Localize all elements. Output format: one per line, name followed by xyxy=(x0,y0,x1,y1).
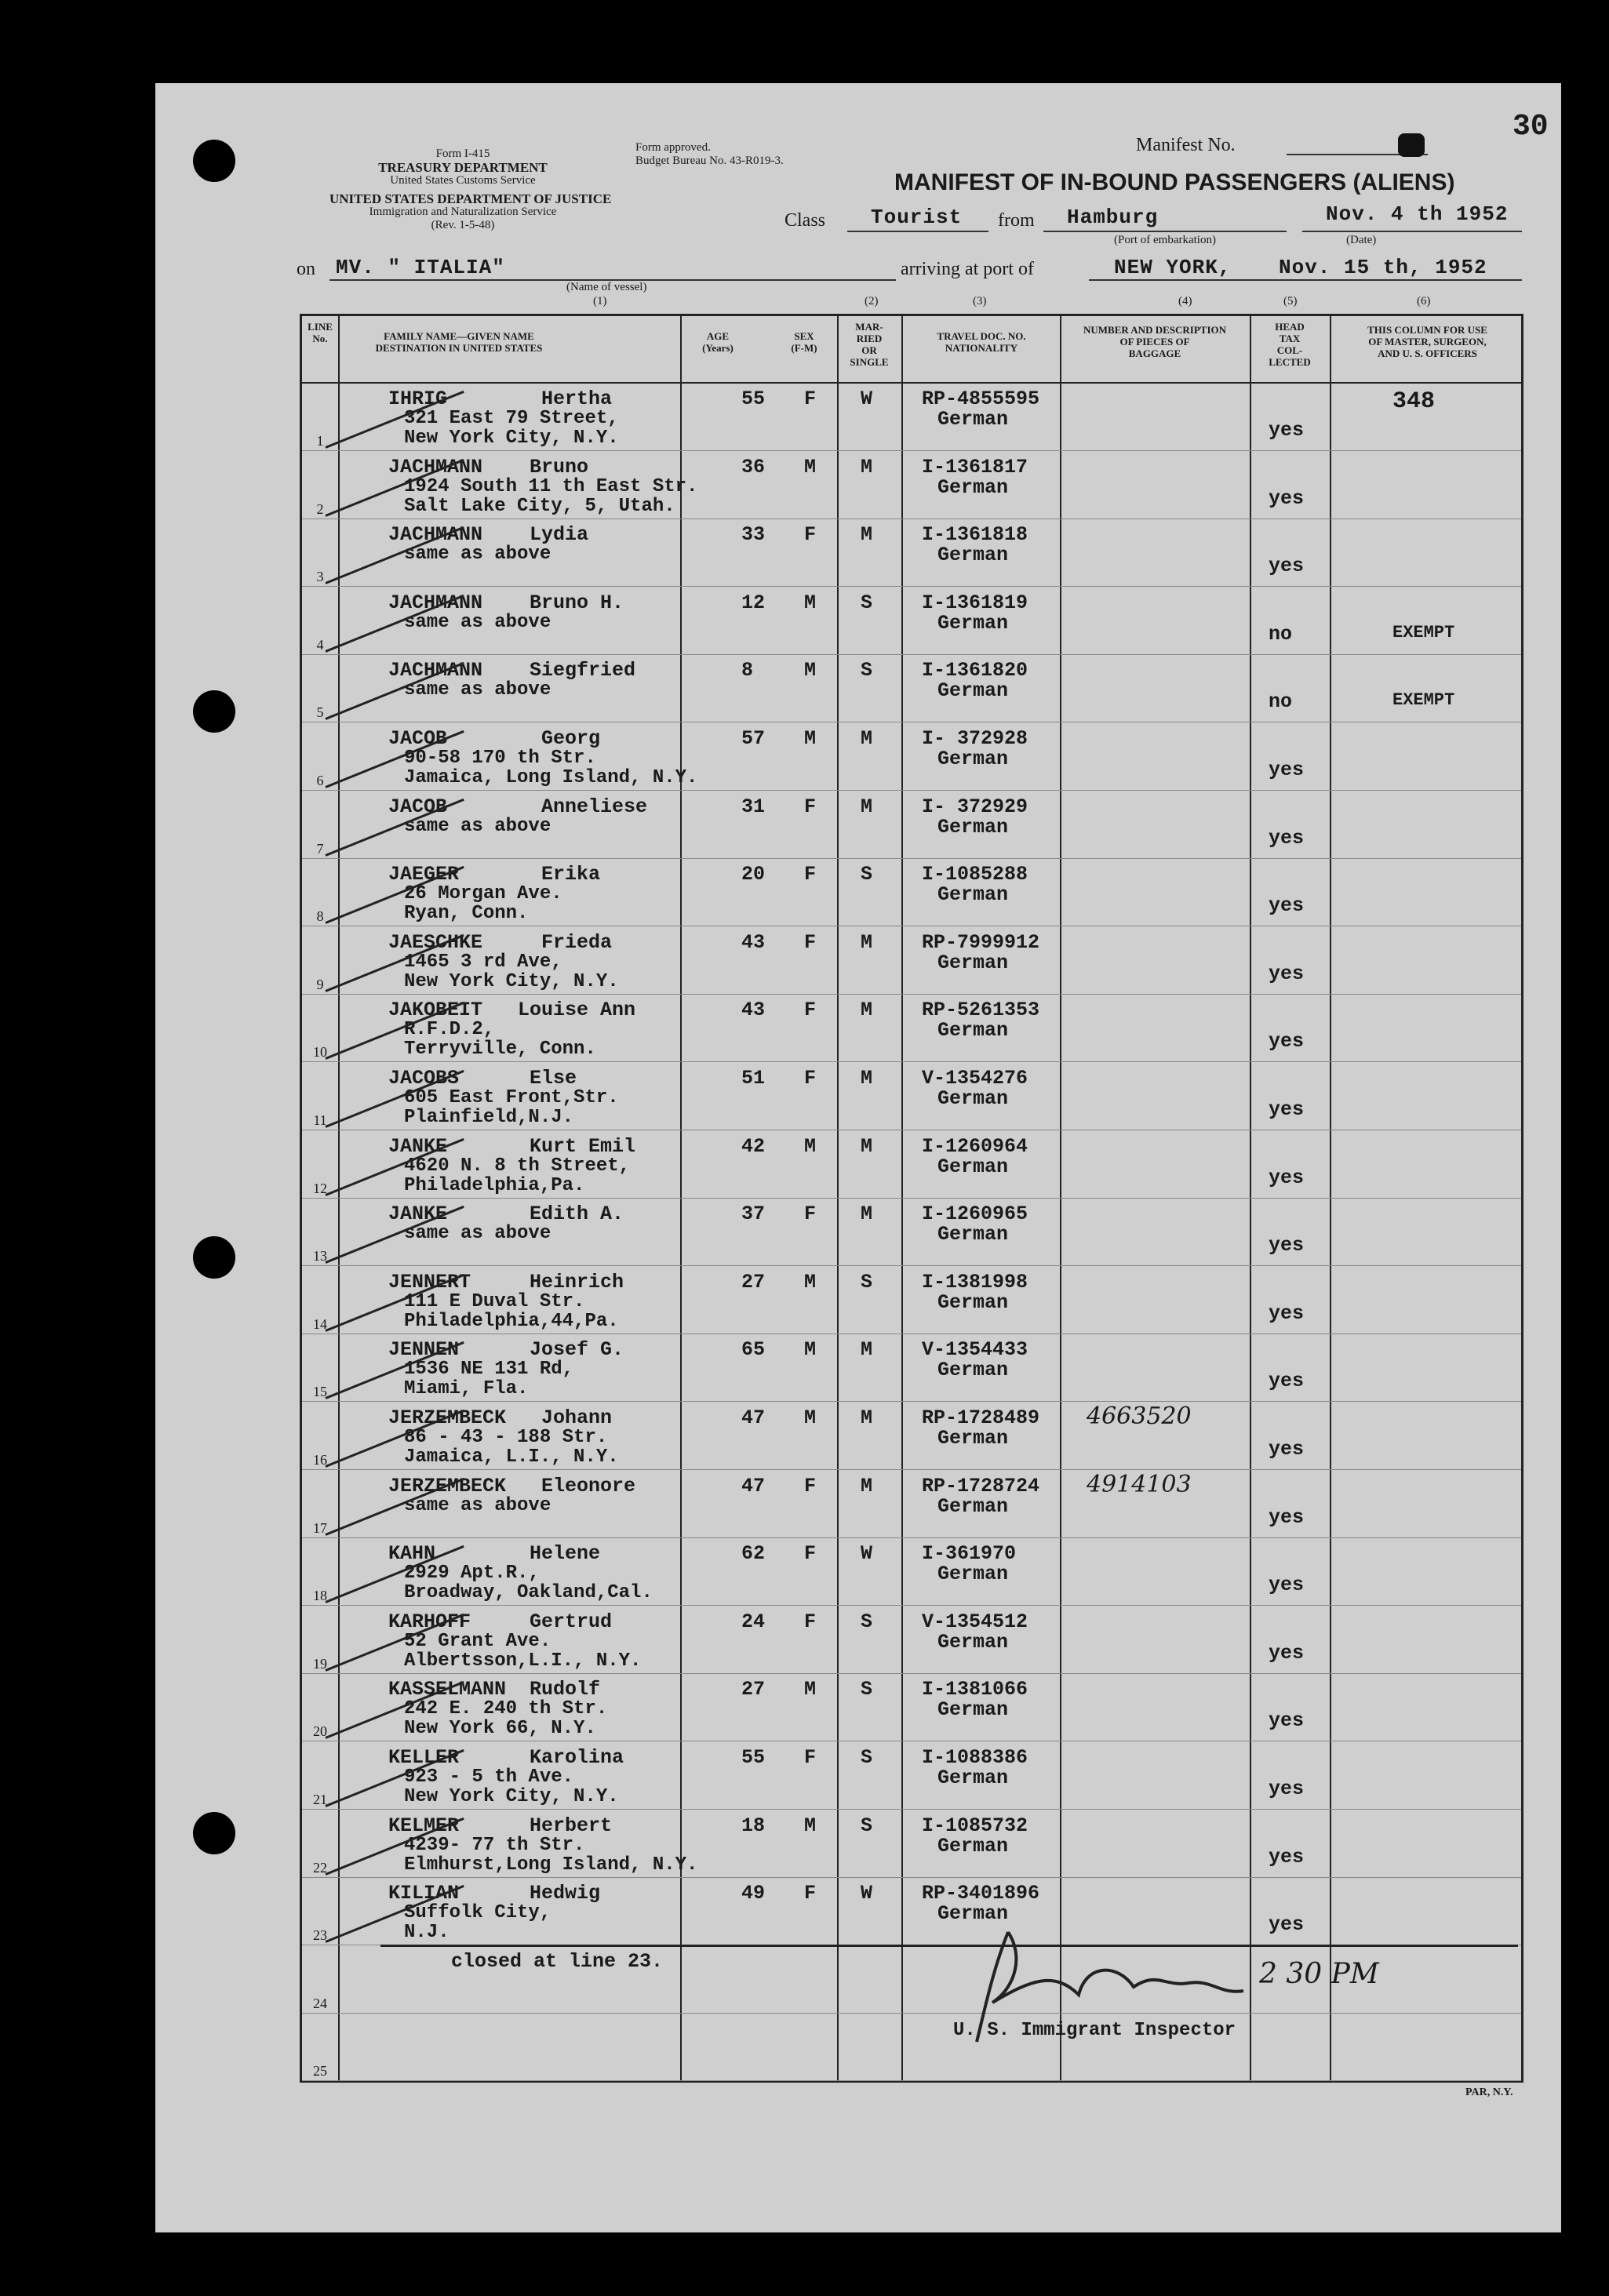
binder-hole xyxy=(193,690,235,733)
travel-doc-number: I- 372929 xyxy=(922,795,1028,818)
head-tax-collected: yes xyxy=(1269,1574,1305,1597)
nationality-cell: German xyxy=(937,1698,1009,1722)
sex-cell: M xyxy=(804,1338,817,1362)
age-cell: 55 xyxy=(741,388,766,410)
header-married: MAR- RIED OR SINGLE xyxy=(850,321,889,368)
destination-address: 1465 3 rd Ave, New York City, N.Y. xyxy=(404,951,619,992)
nationality-cell: German xyxy=(937,475,1009,499)
sex-cell: F xyxy=(804,1746,817,1769)
manifest-title: MANIFEST OF IN-BOUND PASSENGERS (ALIENS) xyxy=(894,169,1455,195)
nationality-cell: German xyxy=(937,883,1009,907)
inspector-caption: U. S. Immigrant Inspector xyxy=(953,2020,1236,2041)
line-number: 13 xyxy=(313,1248,327,1264)
header-head-tax: HEAD TAX COL- LECTED xyxy=(1269,321,1311,368)
redaction-mark xyxy=(1398,133,1425,157)
marital-status-cell: M xyxy=(861,1067,873,1090)
date-caption: (Date) xyxy=(1346,234,1377,246)
age-cell: 65 xyxy=(741,1338,766,1362)
line-number: 9 xyxy=(316,976,324,992)
age-cell: 47 xyxy=(741,1474,766,1497)
age-cell: 27 xyxy=(741,1678,766,1701)
nationality-cell: German xyxy=(937,1359,1009,1382)
table-row xyxy=(302,1063,1521,1130)
header-baggage: NUMBER AND DESCRIPTION OF PIECES OF BAGGAGE xyxy=(1083,324,1227,359)
marital-status-cell: S xyxy=(861,1610,873,1633)
passenger-name: JENNEN Josef G. xyxy=(388,1338,624,1362)
sex-cell: M xyxy=(804,1134,817,1158)
head-tax-collected: yes xyxy=(1269,962,1305,985)
marital-status-cell: S xyxy=(861,1814,873,1837)
sex-cell: M xyxy=(804,727,817,750)
header-officers: THIS COLUMN FOR USE OF MASTER, SURGEON, AND U. S. OFFICERS xyxy=(1367,324,1487,359)
passenger-name: KELMER Herbert xyxy=(388,1814,613,1837)
age-cell: 31 xyxy=(741,795,766,818)
sex-cell: F xyxy=(804,999,817,1022)
ins-label: Immigration and Naturalization Service xyxy=(369,206,557,218)
travel-doc-number: RP-3401896 xyxy=(922,1882,1040,1905)
nationality-cell: German xyxy=(937,815,1009,839)
header-sex: SEX (F-M) xyxy=(791,330,817,354)
sex-cell: M xyxy=(804,1814,817,1837)
travel-doc-number: I-1361819 xyxy=(922,591,1028,614)
nationality-cell: German xyxy=(937,1563,1009,1586)
marital-status-cell: M xyxy=(861,523,873,547)
table-row xyxy=(302,1131,1521,1199)
head-tax-collected: yes xyxy=(1269,1845,1305,1868)
table-row xyxy=(302,452,1521,519)
sex-cell: F xyxy=(804,523,817,547)
destination-address: 86 - 43 - 188 Str. Jamaica, L.I., N.Y. xyxy=(404,1427,619,1468)
head-tax-collected: yes xyxy=(1269,1166,1305,1189)
table-row xyxy=(302,859,1521,926)
date-underline xyxy=(1302,231,1522,232)
table-row xyxy=(302,519,1521,587)
passenger-name: KELLER Karolina xyxy=(388,1746,624,1769)
justice-label: UNITED STATES DEPARTMENT OF JUSTICE xyxy=(329,191,612,206)
passenger-name: JENNERT Heinrich xyxy=(388,1270,624,1294)
destination-address: 923 - 5 th Ave. New York City, N.Y. xyxy=(404,1767,619,1807)
age-cell: 47 xyxy=(741,1406,766,1429)
approval-line-2: Budget Bureau No. 43-R019-3. xyxy=(635,155,784,167)
age-cell: 20 xyxy=(741,863,766,886)
travel-doc-number: I-1381066 xyxy=(922,1678,1028,1701)
nationality-cell: German xyxy=(937,1223,1009,1246)
destination-address: R.F.D.2, Terryville, Conn. xyxy=(404,1019,596,1061)
nationality-cell: German xyxy=(937,1494,1009,1518)
customs-label: United States Customs Service xyxy=(390,174,536,187)
sex-cell: F xyxy=(804,795,817,818)
arriving-label: arriving at port of xyxy=(901,259,1034,279)
age-cell: 12 xyxy=(741,591,766,614)
marital-status-cell: W xyxy=(861,388,873,410)
marital-status-cell: M xyxy=(861,1338,873,1362)
passenger-name: JACOBS Else xyxy=(388,1067,577,1090)
col-num-6: (6) xyxy=(1417,295,1431,307)
destination-address: 4239- 77 th Str. Elmhurst,Long Island, N.Y. xyxy=(404,1834,698,1876)
time-note: 2 30 PM xyxy=(1259,1958,1379,1990)
port-underline xyxy=(1043,231,1287,232)
nationality-cell: German xyxy=(937,1087,1009,1110)
line-number: 24 xyxy=(313,1995,327,2011)
passenger-name: JACHMANN Siegfried xyxy=(388,659,636,682)
revision-label: (Rev. 1-5-48) xyxy=(431,219,495,231)
marital-status-cell: M xyxy=(861,1203,873,1226)
line-number: 21 xyxy=(313,1792,327,1807)
marital-status-cell: M xyxy=(861,795,873,818)
travel-doc-number: RP-1728489 xyxy=(922,1406,1040,1429)
header-travel-doc: TRAVEL DOC. NO. NATIONALITY xyxy=(937,330,1026,354)
sex-cell: F xyxy=(804,1882,817,1905)
line-number: 11 xyxy=(313,1112,327,1128)
passenger-name: JACHMANN Bruno H. xyxy=(388,591,624,614)
nationality-cell: German xyxy=(937,951,1009,974)
travel-doc-number: I-361970 xyxy=(922,1542,1017,1566)
destination-address: 605 East Front,Str. Plainfield,N.J. xyxy=(404,1087,619,1128)
nationality-cell: German xyxy=(937,1834,1009,1858)
from-label: from xyxy=(998,210,1035,231)
passenger-name: JANKE Kurt Emil xyxy=(388,1134,636,1158)
table-row xyxy=(302,1810,1521,1878)
nationality-cell: German xyxy=(937,1019,1009,1042)
nationality-cell: German xyxy=(937,1767,1009,1789)
line-number: 6 xyxy=(316,773,324,788)
line-number: 5 xyxy=(316,704,324,721)
table-row xyxy=(302,1471,1521,1538)
sex-cell: M xyxy=(804,1270,817,1294)
destination-address: 111 E Duval Str. Philadelphia,44,Pa. xyxy=(404,1290,619,1332)
destination-address: 321 East 79 Street, New York City, N.Y. xyxy=(404,408,619,449)
travel-doc-number: I-1085732 xyxy=(922,1814,1028,1837)
travel-doc-number: V-1354276 xyxy=(922,1067,1028,1090)
destination-address: same as above xyxy=(404,544,552,566)
officer-count: 348 xyxy=(1392,388,1436,415)
head-tax-collected: no xyxy=(1269,690,1293,714)
col-num-4: (4) xyxy=(1178,295,1192,307)
travel-doc-number: V-1354433 xyxy=(922,1338,1028,1362)
arrival-underline xyxy=(1089,279,1522,281)
travel-doc-number: I-1260965 xyxy=(922,1203,1028,1226)
marital-status-cell: M xyxy=(861,930,873,954)
marital-status-cell: M xyxy=(861,455,873,478)
table-row xyxy=(302,1267,1521,1334)
arrival-date: Nov. 15 th, 1952 xyxy=(1279,256,1487,279)
binder-hole xyxy=(193,1236,235,1279)
closing-note: closed at line 23. xyxy=(451,1950,664,1973)
destination-address: same as above xyxy=(404,679,552,701)
nationality-cell: German xyxy=(937,679,1009,703)
travel-doc-number: RP-7999912 xyxy=(922,930,1040,954)
vessel-caption: (Name of vessel) xyxy=(566,281,647,293)
table-row xyxy=(302,588,1521,655)
age-cell: 37 xyxy=(741,1203,766,1226)
passenger-name: JACOB Anneliese xyxy=(388,795,648,818)
departure-date: Nov. 4 th 1952 xyxy=(1326,202,1509,226)
marital-status-cell: M xyxy=(861,727,873,750)
head-tax-collected: yes xyxy=(1269,894,1305,918)
line-number: 12 xyxy=(313,1180,327,1196)
head-tax-collected: no xyxy=(1269,622,1293,646)
line-number: 14 xyxy=(313,1315,327,1332)
travel-doc-number: I-1085288 xyxy=(922,863,1028,886)
age-cell: 55 xyxy=(741,1746,766,1769)
head-tax-collected: yes xyxy=(1269,826,1305,850)
nationality-cell: German xyxy=(937,544,1009,567)
baggage-note: 4914103 xyxy=(1087,1470,1192,1498)
travel-doc-number: I-1381998 xyxy=(922,1270,1028,1294)
line-number: 18 xyxy=(313,1588,327,1604)
approval-line-1: Form approved. xyxy=(635,141,711,154)
passenger-name: JAKOBEIT Louise Ann xyxy=(388,999,636,1022)
table-row xyxy=(302,1403,1521,1470)
age-cell: 57 xyxy=(741,727,766,750)
port-caption: (Port of embarkation) xyxy=(1114,234,1216,246)
head-tax-collected: yes xyxy=(1269,1913,1305,1937)
line-number: 20 xyxy=(313,1723,327,1740)
passenger-table xyxy=(300,314,1523,2083)
head-tax-collected: yes xyxy=(1269,1777,1305,1800)
line-number: 22 xyxy=(313,1859,327,1876)
nationality-cell: German xyxy=(937,408,1009,431)
marital-status-cell: S xyxy=(861,1746,873,1769)
travel-doc-number: V-1354512 xyxy=(922,1610,1028,1633)
passenger-name: JERZEMBECK Eleonore xyxy=(388,1474,636,1497)
destination-address: same as above xyxy=(404,1223,552,1245)
passenger-name: JACHMANN Lydia xyxy=(388,523,589,547)
destination-address: 26 Morgan Ave. Ryan, Conn. xyxy=(404,883,562,925)
age-cell: 8 xyxy=(741,659,754,682)
marital-status-cell: S xyxy=(861,1270,873,1294)
age-cell: 43 xyxy=(741,930,766,954)
line-number: 17 xyxy=(313,1519,327,1536)
marital-status-cell: S xyxy=(861,659,873,682)
page-number: 30 xyxy=(1513,110,1549,144)
nationality-cell: German xyxy=(937,1427,1009,1450)
nationality-cell: German xyxy=(937,748,1009,770)
officer-note: EXEMPT xyxy=(1392,690,1455,711)
header-name: FAMILY NAME—GIVEN NAME DESTINATION IN UNITED STATES xyxy=(375,330,543,354)
head-tax-collected: yes xyxy=(1269,759,1305,781)
head-tax-collected: yes xyxy=(1269,1098,1305,1121)
passenger-name: KASSELMANN Rudolf xyxy=(388,1678,601,1701)
travel-doc-number: I-1361820 xyxy=(922,659,1028,682)
header-age: AGE (Years) xyxy=(702,330,734,354)
age-cell: 36 xyxy=(741,455,766,478)
table-row xyxy=(302,655,1521,722)
line-number: 1 xyxy=(316,433,324,449)
travel-doc-number: I-1361817 xyxy=(922,455,1028,478)
line-number: 10 xyxy=(313,1044,327,1061)
destination-address: 1536 NE 131 Rd, Miami, Fla. xyxy=(404,1359,574,1400)
nationality-cell: German xyxy=(937,1902,1009,1926)
table-row xyxy=(302,1199,1521,1266)
travel-doc-number: RP-4855595 xyxy=(922,388,1040,410)
travel-doc-number: I-1260964 xyxy=(922,1134,1028,1158)
form-approval xyxy=(635,141,847,168)
nationality-cell: German xyxy=(937,1290,1009,1314)
passenger-name: JACHMANN Bruno xyxy=(388,455,589,478)
age-cell: 43 xyxy=(741,999,766,1022)
passenger-name: JAEGER Erika xyxy=(388,863,601,886)
binder-hole xyxy=(193,140,235,182)
age-cell: 18 xyxy=(741,1814,766,1837)
sex-cell: F xyxy=(804,863,817,886)
form-number: Form I-415 xyxy=(435,147,490,160)
passenger-name: KAHN Helene xyxy=(388,1542,601,1566)
table-row xyxy=(302,1538,1521,1606)
line-number: 16 xyxy=(313,1452,327,1468)
sex-cell: M xyxy=(804,659,817,682)
passenger-name: KILIAN Hedwig xyxy=(388,1882,601,1905)
sex-cell: F xyxy=(804,930,817,954)
head-tax-collected: yes xyxy=(1269,1301,1305,1325)
destination-address: 4620 N. 8 th Street, Philadelphia,Pa. xyxy=(404,1155,631,1196)
head-tax-collected: yes xyxy=(1269,1234,1305,1257)
age-cell: 33 xyxy=(741,523,766,547)
passenger-name: JANKE Edith A. xyxy=(388,1203,624,1226)
age-cell: 24 xyxy=(741,1610,766,1633)
destination-address: 242 E. 240 th Str. New York 66, N.Y. xyxy=(404,1698,608,1740)
line-number: 15 xyxy=(313,1384,327,1400)
col-num-5: (5) xyxy=(1283,295,1298,307)
marital-status-cell: M xyxy=(861,1474,873,1497)
marital-status-cell: S xyxy=(861,1678,873,1701)
head-tax-collected: yes xyxy=(1269,419,1305,442)
passenger-name: JERZEMBECK Johann xyxy=(388,1406,613,1429)
line-number: 23 xyxy=(313,1927,327,1944)
head-tax-collected: yes xyxy=(1269,1370,1305,1393)
table-row xyxy=(302,384,1521,451)
travel-doc-number: I- 372928 xyxy=(922,727,1028,750)
on-label: on xyxy=(297,259,315,279)
age-cell: 51 xyxy=(741,1067,766,1090)
sex-cell: M xyxy=(804,1406,817,1429)
sex-cell: F xyxy=(804,1203,817,1226)
line-number: 4 xyxy=(316,636,324,653)
class-value: Tourist xyxy=(871,206,963,229)
age-cell: 62 xyxy=(741,1542,766,1566)
age-cell: 27 xyxy=(741,1270,766,1294)
destination-address: 2929 Apt.R., Broadway, Oakland,Cal. xyxy=(404,1563,653,1604)
age-cell: 49 xyxy=(741,1882,766,1905)
nationality-cell: German xyxy=(937,1155,1009,1178)
marital-status-cell: M xyxy=(861,999,873,1022)
sex-cell: M xyxy=(804,1678,817,1701)
age-cell: 42 xyxy=(741,1134,766,1158)
marital-status-cell: M xyxy=(861,1406,873,1429)
table-row xyxy=(302,723,1521,791)
table-row xyxy=(302,1606,1521,1674)
table-row xyxy=(302,1674,1521,1741)
table-row xyxy=(302,995,1521,1062)
table-row xyxy=(302,1334,1521,1402)
arrival-port: NEW YORK, xyxy=(1114,256,1232,279)
destination-address: same as above xyxy=(404,611,552,633)
destination-address: same as above xyxy=(404,1494,552,1516)
marital-status-cell: W xyxy=(861,1542,873,1566)
head-tax-collected: yes xyxy=(1269,486,1305,510)
line-number: 25 xyxy=(313,2063,327,2079)
vessel-name: MV. " ITALIA" xyxy=(336,256,505,279)
sex-cell: F xyxy=(804,388,817,410)
officer-note: EXEMPT xyxy=(1392,622,1455,642)
baggage-note: 4663520 xyxy=(1087,1403,1192,1430)
destination-address: 1924 South 11 th East Str. Salt Lake City, 5, Utah. xyxy=(404,475,698,517)
sex-cell: M xyxy=(804,591,817,614)
table-row xyxy=(302,791,1521,859)
travel-doc-number: I-1361818 xyxy=(922,523,1028,547)
header-line-no: LINE No. xyxy=(308,321,333,344)
line-number: 2 xyxy=(316,500,324,517)
table-row xyxy=(302,1742,1521,1810)
destination-address: 90-58 170 th Str. Jamaica, Long Island, N.Y. xyxy=(404,748,698,788)
travel-doc-number: RP-1728724 xyxy=(922,1474,1040,1497)
class-underline xyxy=(847,231,988,232)
marital-status-cell: M xyxy=(861,1134,873,1158)
sex-cell: F xyxy=(804,1474,817,1497)
binder-hole xyxy=(193,1812,235,1854)
travel-doc-number: RP-5261353 xyxy=(922,999,1040,1022)
nationality-cell: German xyxy=(937,1630,1009,1654)
manifest-number-label: Manifest No. xyxy=(1136,135,1236,155)
passenger-name: JACOB Georg xyxy=(388,727,601,750)
head-tax-collected: yes xyxy=(1269,555,1305,578)
head-tax-collected: yes xyxy=(1269,1438,1305,1461)
col-num-1: (1) xyxy=(593,295,607,307)
col-num-2: (2) xyxy=(865,295,879,307)
passenger-name: KARHOFF Gertrud xyxy=(388,1610,613,1633)
line-number: 19 xyxy=(313,1655,327,1672)
table-row xyxy=(302,927,1521,995)
sex-cell: F xyxy=(804,1067,817,1090)
marital-status-cell: S xyxy=(861,863,873,886)
embarkation-port: Hamburg xyxy=(1067,206,1159,229)
marital-status-cell: S xyxy=(861,591,873,614)
treasury-label: TREASURY DEPARTMENT xyxy=(378,160,548,175)
sex-cell: M xyxy=(804,455,817,478)
passenger-name: IHRIG Hertha xyxy=(388,388,613,410)
line-number: 3 xyxy=(316,569,324,585)
nationality-cell: German xyxy=(937,611,1009,635)
marital-status-cell: W xyxy=(861,1882,873,1905)
printer-mark: PAR, N.Y. xyxy=(1465,2087,1513,2098)
destination-address: same as above xyxy=(404,815,552,837)
destination-address: Suffolk City, N.J. xyxy=(404,1902,552,1944)
head-tax-collected: yes xyxy=(1269,1709,1305,1733)
head-tax-collected: yes xyxy=(1269,1030,1305,1053)
line-number: 8 xyxy=(316,908,324,925)
sex-cell: F xyxy=(804,1542,817,1566)
travel-doc-number: I-1088386 xyxy=(922,1746,1028,1769)
col-num-3: (3) xyxy=(973,295,987,307)
sex-cell: F xyxy=(804,1610,817,1633)
line-number: 7 xyxy=(316,840,324,857)
passenger-name: JAESCHKE Frieda xyxy=(388,930,613,954)
destination-address: 52 Grant Ave. Albertsson,L.I., N.Y. xyxy=(404,1630,642,1672)
head-tax-collected: yes xyxy=(1269,1505,1305,1529)
head-tax-collected: yes xyxy=(1269,1641,1305,1665)
form-header-left xyxy=(329,147,612,232)
class-label: Class xyxy=(784,210,826,231)
